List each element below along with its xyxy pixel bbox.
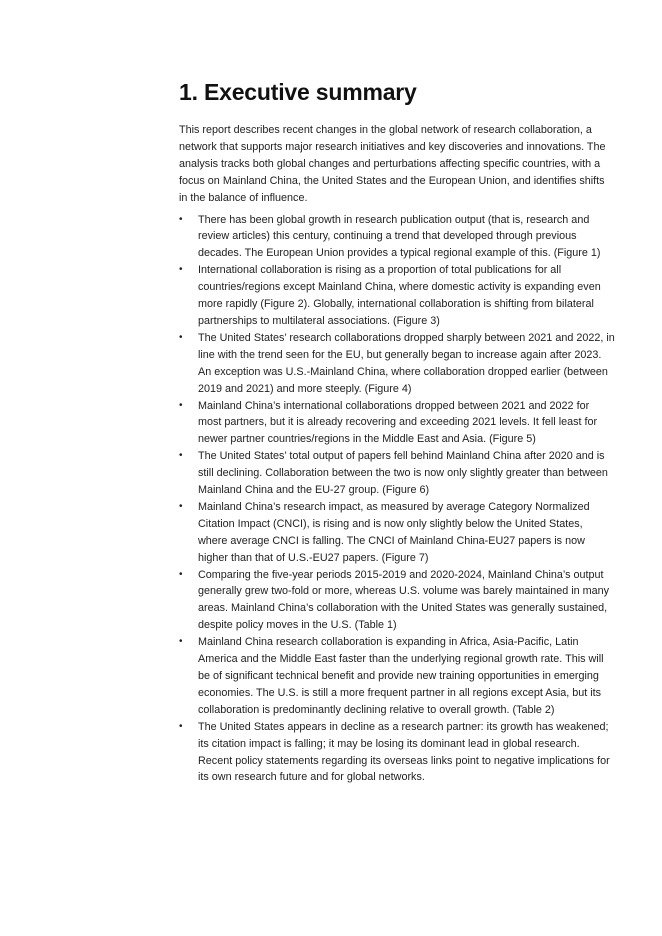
section-heading: 1. Executive summary [179,79,417,105]
bullet-text: Mainland China’s international collaborations dropped between 2021 and 2022 for most partners, but it is already recovering and exceeding 2021 levels. It fell least for newer partner countries/regions in the Middle East and Asia. (Figure 5) [198,399,598,446]
list-item [179,212,615,263]
bullet-icon: • [179,720,183,732]
bullet-text: The United States’ total output of papers fell behind Mainland China after 2020 and is still declining. Collaboration between the two is now only slightly greater than between Mainland China and the EU-27 group. (Figure 6) [198,450,608,497]
section-content [179,78,615,786]
summary-bullet-list [179,212,615,787]
bullet-icon: • [179,636,183,648]
bullet-icon: • [179,450,183,462]
list-item [179,499,615,567]
bullet-icon: • [179,500,183,512]
list-item [179,262,615,330]
bullet-icon: • [179,331,183,343]
list-item [179,634,615,719]
list-item [179,398,615,449]
bullet-text: There has been global growth in research publication output (that is, research and review articles) this century, continuing a trend that developed through previous decades. The European Union provides a typical regional example of this. (Figure 1) [198,213,601,260]
list-item [179,719,615,787]
bullet-text: The United States’ research collaborations dropped sharply between 2021 and 2022, in line with the trend seen for the EU, but generally began to increase again after 2023. An exception was U.S.-Mainland China, where collaboration dropped earlier (between 2019 and 2021) and more steeply. (Figure 4) [198,331,615,395]
bullet-icon: • [179,568,183,580]
bullet-text: International collaboration is rising as a proportion of total publications for all countries/regions except Mainland China, where domestic activity is expanding even more rapidly (Figure 2). Globally, international collaboration is shifting from bilateral partnerships to multilateral associations. (Figure 3) [198,264,601,327]
bullet-text: Mainland China research collaboration is expanding in Africa, Asia-Pacific, Latin America and the Middle East faster than the underlying regional growth rate. This will be of significant technical benefit and provide new training opportunities in emerging economies. The U.S. is still a more frequent partner in all regions except Asia, but its collaboration is predominantly declining relative to overall growth. (Table 2) [198,636,604,716]
list-item [179,330,615,398]
bullet-text: Mainland China’s research impact, as measured by average Category Normalized Citation Impact (CNCI), is rising and is now only slightly below the United States, where average CNCI is falling. The CNCI of Mainland China-EU27 papers is now higher than that of U.S.-EU27 papers. (Figure 7) [198,500,590,564]
bullet-icon: • [179,399,183,411]
list-item [179,448,615,499]
bullet-text: Comparing the five-year periods 2015-2019 and 2020-2024, Mainland China’s output generally grew two-fold or more, whereas U.S. volume was barely maintained in many areas. Mainland China’s collaboration with the United States was generally sustained, despite policy moves in the U.S. (Table 1) [198,568,610,632]
bullet-icon: • [179,213,183,225]
bullet-text: The United States appears in decline as a research partner: its growth has weakened; its citation impact is falling; it may be losing its dominant lead in global research. Recent policy statements regarding its overseas links point to negative implications for its own research future and for global networks. [198,720,610,784]
intro-paragraph: This report describes recent changes in the global network of research collaboration, a network that supports major research initiatives and key discoveries and innovations. The analysis tracks both global changes and perturbations affecting specific countries, with a focus on Mainland China, the United States and the European Union, and identifies shifts in the balance of influence. [179,124,606,204]
bullet-icon: • [179,264,183,276]
list-item [179,567,615,635]
